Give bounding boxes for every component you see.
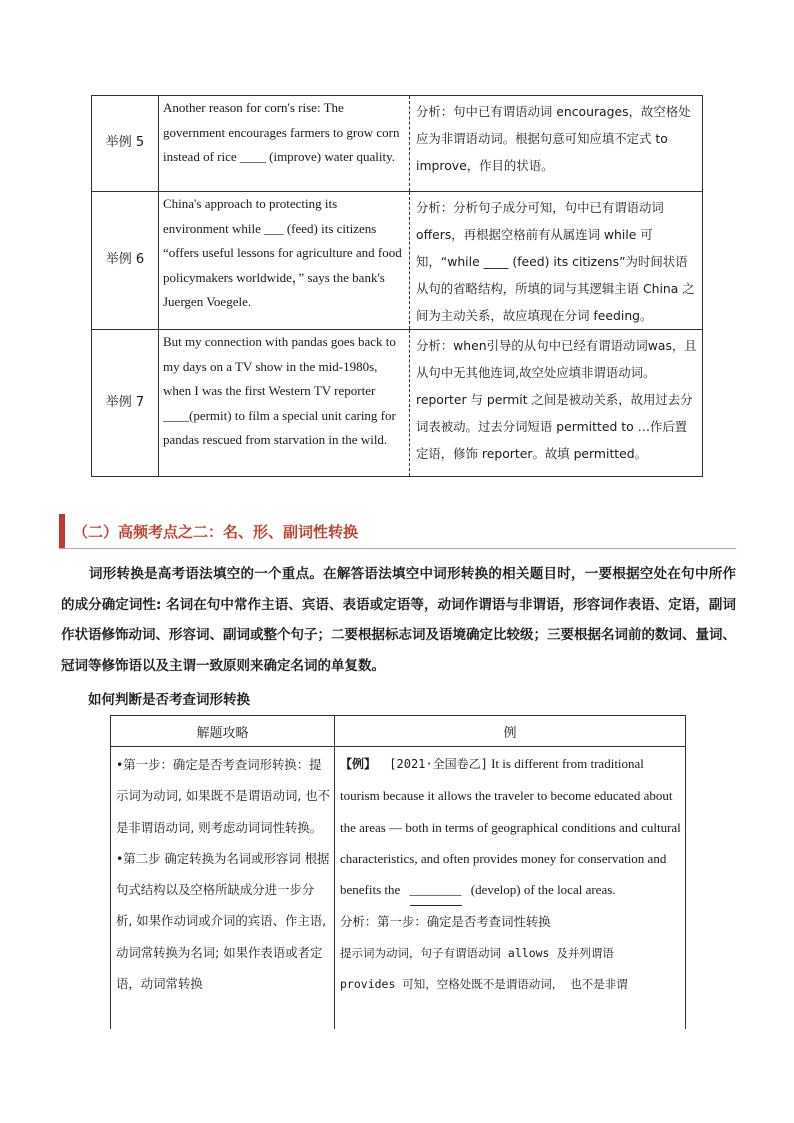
table-row [92,96,703,192]
example-label: 举例 6 [92,192,159,330]
example-text-1: It is different from traditional tourism because it allows the traveler to become educated about the areas — both in terms of geographical conditions and cultural characteristics, and often provides money for conservation and benefits the [340,756,681,898]
example-tag: 【例】 [340,757,377,771]
example-analysis: 分析：句中已有谓语动词 encourages，故空格处应为非谓语动词。根据句意可知应填不定式 to improve，作目的状语。 [410,96,703,192]
strategy-table [110,715,686,1029]
table-row [111,747,686,1029]
heading-accent-bar [59,514,65,548]
example-analysis: 分析：分析句子成分可知，句中已有谓语动词 offers，再根据空格前有从属连词 while 可知，“while ____ (feed) its citizens”为时间状语从句的省略结构，所填的词与其逻辑主语 China 之间为主动关系，故应填现在分词 feeding。 [410,192,703,330]
example-text-2: (develop) of the local areas. [470,882,616,898]
example-blank: ________ [410,874,462,906]
step-2: •第二步 确定转换为名词或形容词 根据句式结构以及空格所缺成分进一步分析, 如果作动词或介词的宾语、作主语, 动词常转换为名词; 如果作表语或者定语，动词常转换 [116,850,330,992]
analysis-cont-2: provides 可知，空格处既不是谓语动词， 也不是非谓 [340,977,628,992]
example-sentence: China's approach to protecting its environment while ___ (feed) its citizens “offers useful lessons for agriculture and food policymakers worldwide，” says the bank's Juergen Voegele. [159,192,410,330]
analysis-cont-1: 提示词为动词，句子有谓语动词 allows 及并列谓语 [340,945,614,960]
section-heading-text: （二）高频考点之二：名、形、副词性转换 [73,523,359,541]
example-sentence: But my connection with pandas goes back to my days on a TV show in the mid-1980s, when I was the first Western TV reporter ____(permit) to film a special unit caring for pandas rescued from starvation in the wild. [159,330,410,477]
examples-table [91,95,703,477]
example-block [340,747,681,906]
column-header-example: 例 [335,716,686,747]
analysis-line: 分析：第一步：确定是否考查词性转换 [340,914,551,930]
section-heading [59,511,736,549]
intro-paragraph: 词形转换是高考语法填空的一个重点。在解答语法填空中词形转换的相关题目时，一要根据空处在句中所作的成分确定词性: 名词在句中常作主语、宾语、表语或定语等，动词作谓语与非谓语，形容词作表语、定语，副词作状语修饰动词、形容词、副词或整个句子；二要根据标志词及语境确定比较级；三要根据名词前的数词、量词、冠词等修饰语以及主谓一致原则来确定名词的单复数。 [61,566,736,674]
strategy-cell [111,747,335,1029]
table-row [92,192,703,330]
table-header-row [111,716,686,747]
example-label: 举例 7 [92,330,159,477]
step-1: •第一步：确定是否考查词形转换：提示词为动词, 如果既不是谓语动词, 也不是非谓语动词, 则考虑动词词性转换。 [116,757,331,835]
example-label: 举例 5 [92,96,159,192]
example-cell [335,747,686,1029]
subheading: 如何判断是否考查词形转换 [88,692,250,708]
table-row [92,330,703,477]
example-sentence: Another reason for corn's rise: The government encourages farmers to grow corn instead of rice ____ (improve) water quality. [159,96,410,192]
example-source: [2021·全国卷乙] [389,757,488,771]
example-analysis: 分析：when引导的从句中已经有谓语动词was，且从句中无其他连词,故空处应填非谓语动词。reporter 与 permit 之间是被动关系，故用过去分词表被动。过去分词短语 permitted to …作后置定语，修饰 reporter。故填 permitted。 [410,330,703,477]
column-header-strategy: 解题攻略 [111,716,335,747]
